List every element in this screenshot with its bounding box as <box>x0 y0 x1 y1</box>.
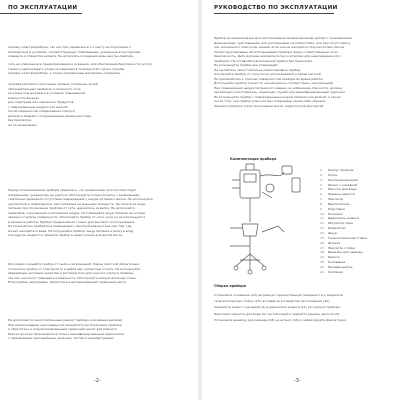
diagram-label-number: 20. <box>320 260 325 265</box>
left-block-4 <box>8 188 194 238</box>
text-line: удлинители и переходники, рассчитанные на меньшую мощность. Не тяните за шнур <box>8 201 146 206</box>
list-item: детьми и людьми с ограниченными возможностями <box>8 113 91 118</box>
text-line: При повреждении шнура питания его замену, во избежание опасности, должен <box>214 85 343 90</box>
diagram-label-text: Колесико <box>328 211 343 216</box>
left-page-title: ПО ЭКСПЛУАТАЦИИ <box>8 5 78 11</box>
diagram-label-text: Шланг с насадкой <box>328 182 358 187</box>
text-line: Не допускается самостоятельный ремонт прибора или замена деталей <box>8 318 123 322</box>
left-block-2 <box>8 62 194 76</box>
text-line: физическими, чувственными или умственными способностями, или при отсутствии у <box>214 40 351 45</box>
text-line: тщательно проверьте отсутствие повреждений у шнура питания и вилки. Не используйте <box>8 197 153 201</box>
text-line: Прибор не предназначен для использования лицами (включая детей) с пониженными <box>214 36 352 40</box>
text-line: Не прикасайтесь к горячим поверхностям прибора во время работы <box>214 76 323 81</box>
left-page-number: -2- <box>94 378 101 384</box>
text-line: Регулярно очищайте прибор от пыли и загрязнений. Перед очисткой обязательно <box>8 262 140 266</box>
diagram-legs <box>236 254 264 270</box>
diagram-wheel-3 <box>248 270 252 274</box>
list-item: после падения или повреждения корпуса <box>8 109 75 113</box>
left-title-rule <box>0 13 82 14</box>
diagram-label-text: Индикатор <box>328 226 346 231</box>
text-line: Отключайте прибор от сети после использования и перед чисткой. <box>214 72 322 76</box>
diagram-label-number: 22. <box>320 269 325 274</box>
diagram-wheel-2 <box>262 266 266 270</box>
text-line: отключите прибор от электросети и дайте ему полностью остыть. Не используйте <box>8 266 141 271</box>
text-line: телескопическую стойку (15), вставив ее в отверстие на основании (20). <box>214 299 331 304</box>
diagram-label-number: 15. <box>320 235 325 240</box>
diagram-label-text: Подставка <box>328 206 345 211</box>
right-top-block <box>214 36 394 108</box>
diagram-label-number: 21. <box>320 264 325 269</box>
text-line: в процессе работы. Прибор предназначен только для бытового использования <box>8 219 135 224</box>
text-line: или другие жидкости. Храните прибор в недоступном для детей месте. <box>8 233 124 237</box>
text-line: безопасность. Дети должны находиться под контролем для недопущения игр с <box>214 54 342 58</box>
diagram-knob <box>266 184 274 192</box>
diagram-label-number: 5. <box>320 187 323 192</box>
list-item: обогревательных приборов и открытого огня <box>8 86 81 91</box>
text-line: тации и надлежащего ухода за изделием в течение всего срока службы. <box>8 66 126 71</box>
diagram-label-number: 2. <box>320 172 323 177</box>
list-item: на улице под дождем и в условиях повышенной <box>8 91 86 95</box>
text-line: Не пытайтесь самостоятельно ремонтировать прибор. <box>214 67 302 72</box>
right-page <box>200 0 400 400</box>
text-line: них жизненного опыта или знаний, если они не находятся под контролем или не <box>214 45 345 49</box>
diagram-label-text: Крышка емкости <box>328 192 355 197</box>
text-line: паковку электроприбора, а также упаковочные материалы сохранить. <box>8 71 122 75</box>
text-line: Если прибор неисправен, обратитесь в авторизованный сервисный центр. <box>8 280 127 284</box>
diagram-label-text: Фиксатор <box>328 197 344 202</box>
diagram-label-text: Вешалка для одежды <box>328 250 363 255</box>
text-line: и обратитесь в специализированный сервисный центр для ремонта <box>8 327 117 331</box>
diagram-base-top <box>242 224 258 236</box>
text-line: перегибов, скручивания и натяжения шнура. Не помещайте шнур питания на острые <box>8 210 145 215</box>
diagram-label-number: 6. <box>320 192 323 197</box>
diagram-label-text: Колпачок <box>328 269 344 274</box>
diagram-label-number: 11. <box>320 216 325 221</box>
diagram-title: Комплектация прибора <box>230 157 277 161</box>
text-line: Наполните емкость для воды (5) чистой водой и закройте крышку емкости (6). <box>214 311 341 316</box>
diagram-label-text: Емкость для воды <box>328 187 357 192</box>
diagram-label-text: Насадка-щетка <box>328 264 353 269</box>
diagram-label-item <box>320 270 394 275</box>
text-line: элемента и отверстия шланга. Не допускать попадания воды внутрь прибора, <box>8 54 134 58</box>
text-line: после того, как прибор упал или был поврежден каким-либо образом. <box>214 99 327 103</box>
right-page-title: РУКОВОДСТВО ПО ЭКСПЛУАТАЦИИ <box>214 5 338 11</box>
text-line: При возникновении неисправности прекратите эксплуатацию прибора <box>8 322 122 327</box>
list-item: без присмотра <box>8 118 32 122</box>
diagram-label-number: 1. <box>320 168 323 172</box>
list-item: не по назначению <box>8 122 37 127</box>
text-line: напряжению, указанному на корпусе. Используйте только розетку с заземлением <box>8 192 140 197</box>
text-line: Ремонт должен производиться только квалифицированным персоналом <box>8 331 125 336</box>
diagram-label-text: Регулятор пара <box>328 221 353 226</box>
text-line: сить на упаковке все предупреждения и указания, для обеспечения безопасности эксплу <box>8 62 153 66</box>
list-item: льтрафиолетового излучения, прямых солнечных лучей <box>8 82 98 86</box>
diagram-wheel-1 <box>234 266 238 270</box>
text-line: проводиться в условиях, соответствующих требованиям, указанным в инструкции. <box>8 49 142 54</box>
text-line: Не используйте прибор с поврежденным шнуром питания или вилкой, а также <box>214 94 341 99</box>
diagram-label-text: Фиксатор стойки <box>328 245 356 250</box>
diagram-label-number: 8. <box>320 201 323 206</box>
diagram-label-number: 18. <box>320 250 325 255</box>
diagram-label-number: 13. <box>320 226 325 231</box>
right-title-rule <box>214 13 334 14</box>
text-line: Установите вешалку для одежды (18) на штангу (16) и зафиксируйте фиксатором. <box>214 317 347 322</box>
diagram-label-text: Основание <box>328 260 346 265</box>
diagram-label-text: Шнур <box>328 230 337 235</box>
diagram-label-number: 7. <box>320 197 323 202</box>
diagram-label-number: 4. <box>320 182 323 187</box>
text-line: с применением оригинальных запасных частей и комплектующих <box>8 336 114 340</box>
diagram-brush <box>292 178 300 192</box>
text-line: Храните прибор в сухом прохладном месте, недоступном для детей. <box>214 103 325 108</box>
text-line: кромки и горячие поверхности. Отключайте прибор от сети, если он не используется <box>8 215 146 219</box>
diagram-leaders-2 <box>230 228 250 246</box>
diagram-label-text: Выключатель <box>328 201 350 206</box>
diagram-label-text: Кнопка включения <box>328 177 358 182</box>
text-line: может находиться вода. Не погружайте прибор, шнур питания и вилку в воду <box>8 228 134 233</box>
text-line: так как они могут повредить поверхность. Используйте мягкую влажную ткань. <box>8 275 137 280</box>
text-line: Закрепите шланг с насадкой (4) в держателе шланга (11) на корпусе прибора. <box>214 305 341 310</box>
left-block-5 <box>8 262 194 285</box>
text-line: производить изготовитель, сервисная служба или квалифицированный персонал. <box>214 90 346 94</box>
text-line: Не пользуйтесь прибором в помещениях с высокой влажностью или там, где <box>8 224 132 228</box>
text-line: Используйте прибор только по назначению в соответствии с инструкцией <box>214 81 333 85</box>
diagram-hose <box>260 172 284 176</box>
diagram-label-number: 3. <box>320 177 323 182</box>
diagram-label-text: Держатель шланга <box>328 216 359 221</box>
list-item: с поврежденным шнуром или вилкой <box>8 104 68 109</box>
left-block-6 <box>8 318 194 341</box>
text-line: абразивные чистящие средства и растворители для очистки корпуса прибора, <box>8 271 135 275</box>
diagram-label-text: Штанга <box>328 240 341 245</box>
diagram-label-text: Крючок <box>328 255 340 260</box>
diagram-label-number: 14. <box>320 230 325 235</box>
text-line: прибором. Не оставляйте включенный прибор без присмотра. <box>214 58 313 63</box>
diagram-label-number: 16. <box>320 240 325 245</box>
steamer-diagram <box>222 162 318 280</box>
diagram-label-number: 17. <box>320 245 325 250</box>
right-bottom-block <box>214 292 394 323</box>
diagram-label-number: 12. <box>320 221 325 226</box>
text-line: Перед использованием прибора убедитесь, что напряжение сети соответствует <box>8 188 137 192</box>
left-block-3 <box>8 82 148 127</box>
right-page-number: -3- <box>294 378 301 384</box>
list-item: влажности воздуха <box>8 95 39 100</box>
diagram-label-number: 19. <box>320 255 325 260</box>
diagram-label-text: Телескопическая стойка <box>328 235 368 240</box>
list-item: для подогрева или заморозки продуктов <box>8 100 74 104</box>
diagram-label-text: Ручка <box>328 172 338 177</box>
diagram-label-list <box>320 168 394 275</box>
diagram-handle <box>246 164 254 170</box>
text-line: питания при отключении прибора от сети, держитесь за вилку. Не допускайте <box>8 206 135 210</box>
diagram-label-number: 10. <box>320 211 325 216</box>
diagram-hanger <box>262 226 284 232</box>
text-line: проинструктированы об использовании прибора лицом, ответственным за их <box>214 49 339 54</box>
diagram-tank <box>244 174 256 182</box>
diagram-label-text: Корпус прибора <box>328 168 354 172</box>
text-line: Не используйте прибор вне помещений. <box>214 63 279 67</box>
text-line: паковку электроприбора, так как при перевозке его к месту эксплуатации к <box>8 45 131 49</box>
text-line: Установите основание (20) на ровную горизонтальную поверхность и закрепите <box>214 293 343 297</box>
assembly-title: Сборка прибора <box>214 284 246 288</box>
diagram-label-number: 9. <box>320 206 323 211</box>
left-intro-block <box>8 45 194 59</box>
